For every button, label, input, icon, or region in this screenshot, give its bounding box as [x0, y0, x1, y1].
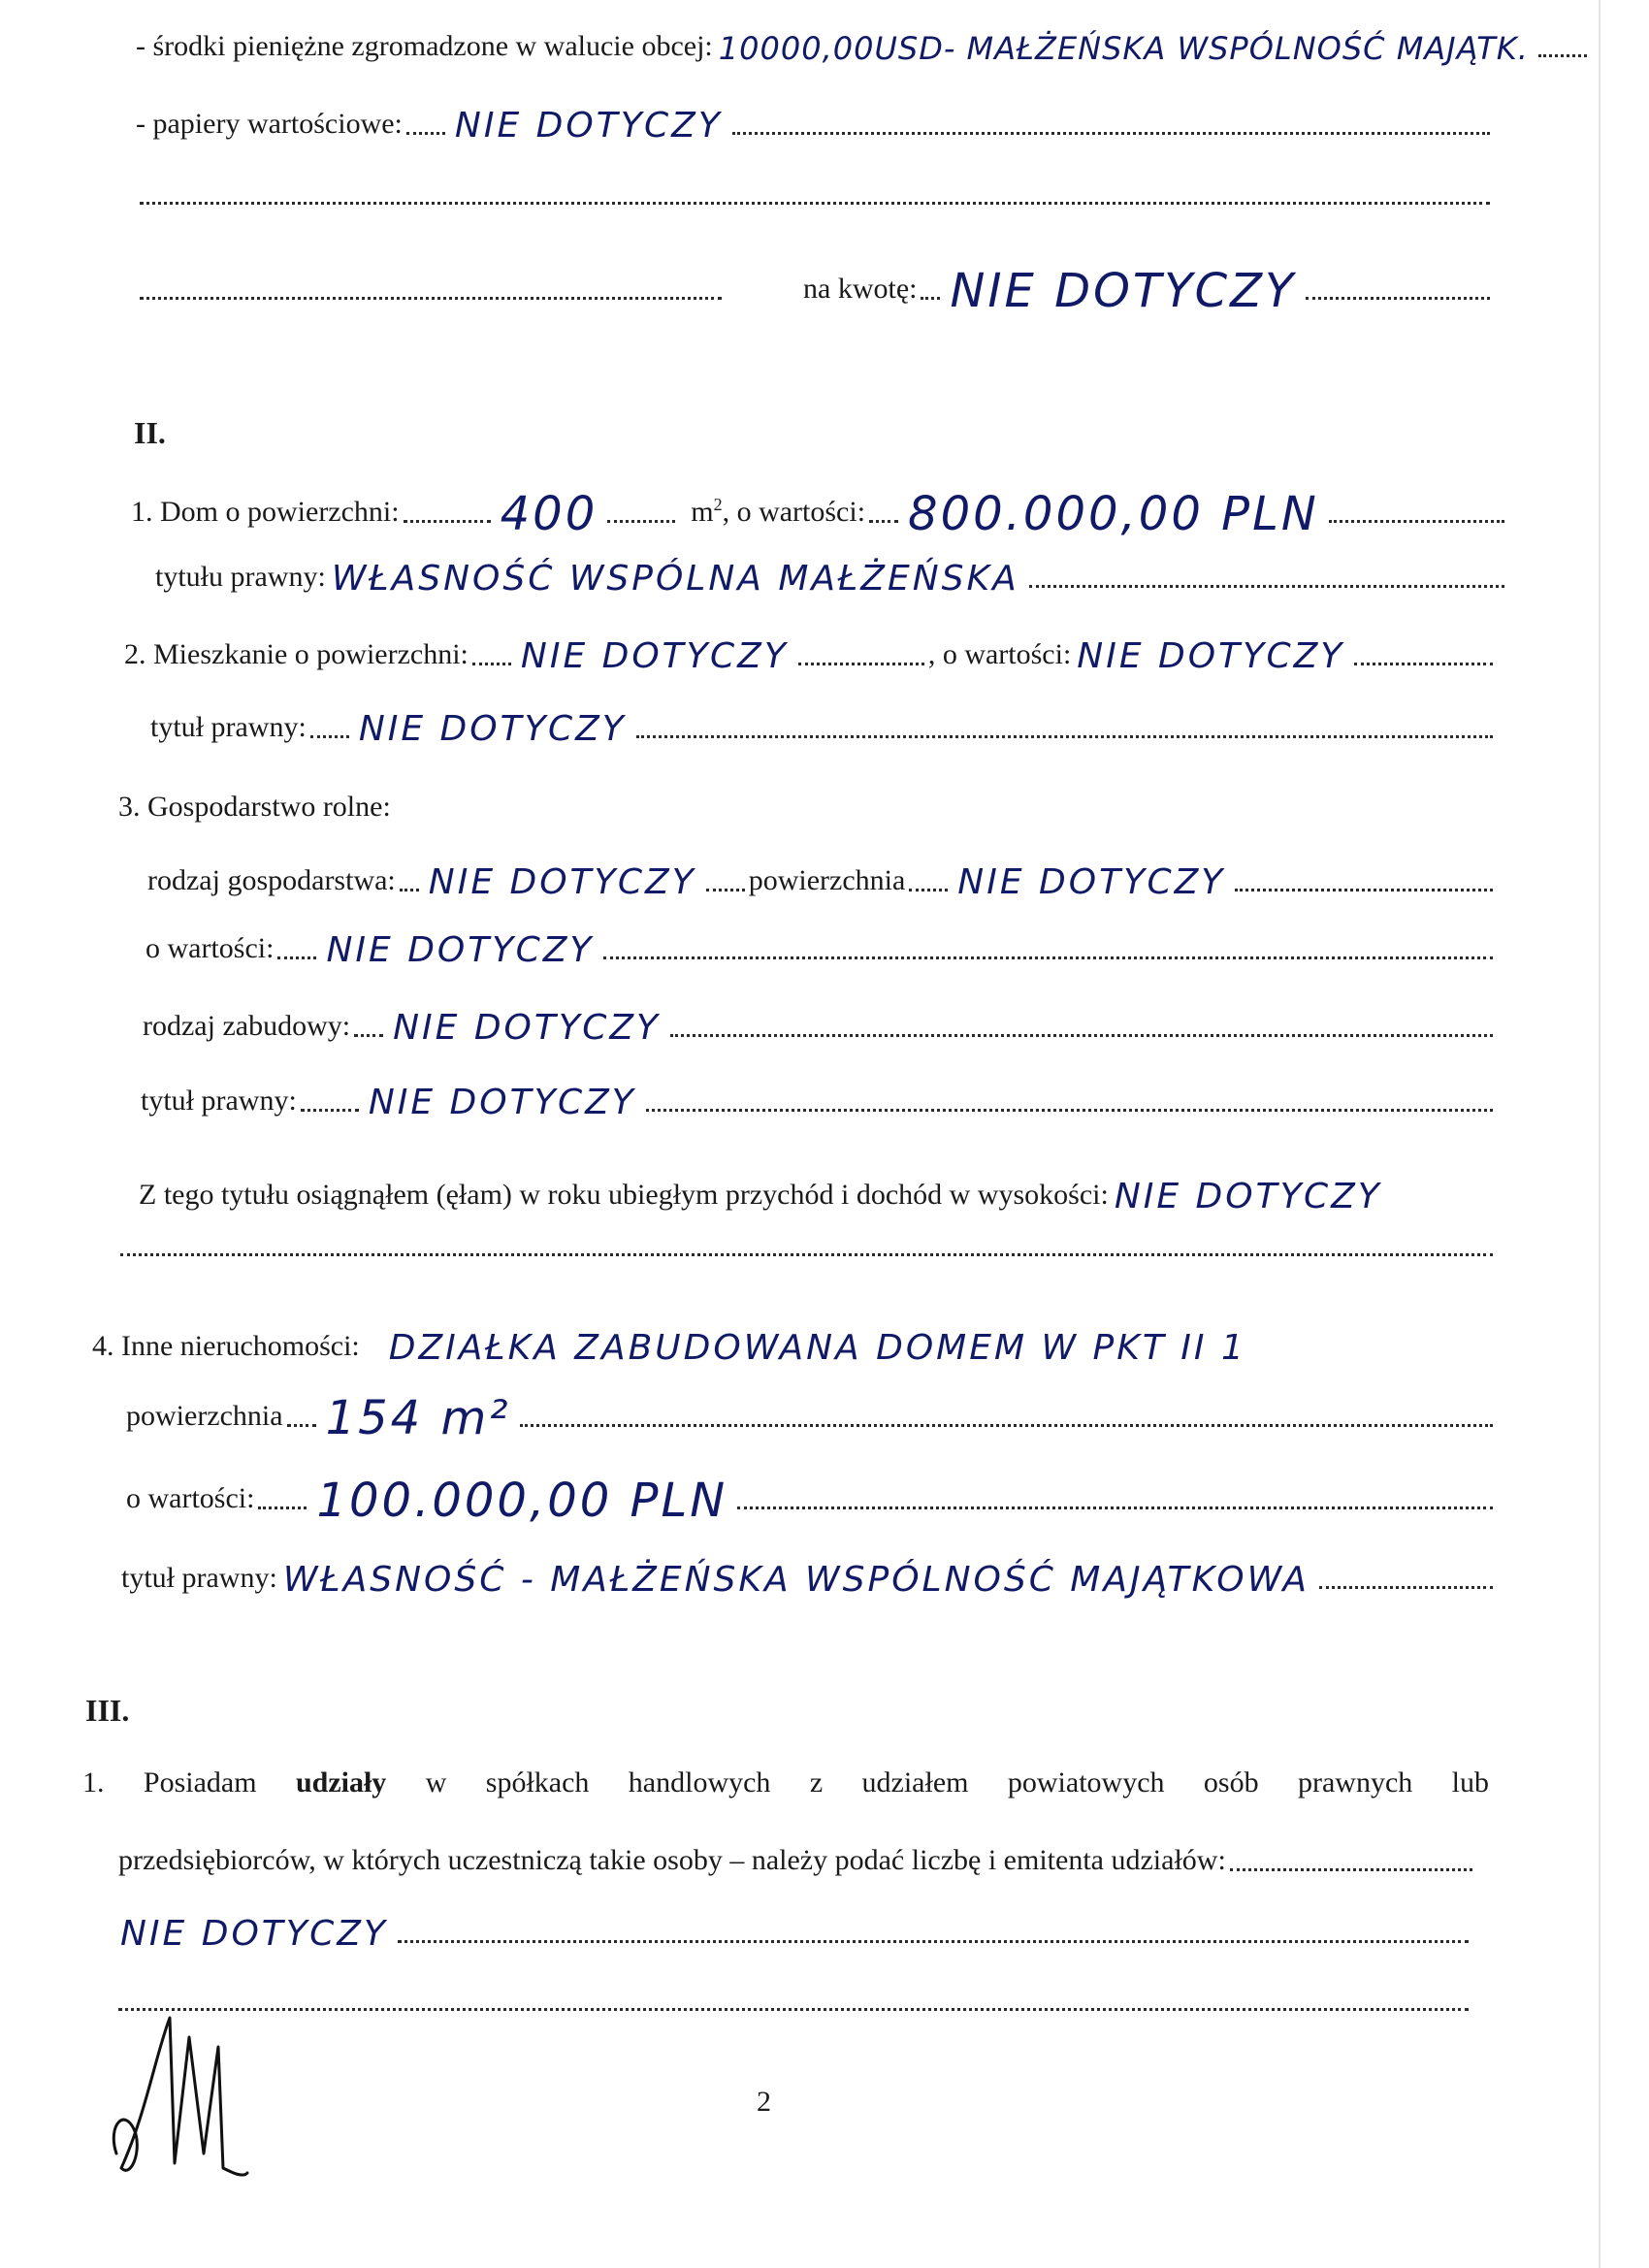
kwota-row [136, 264, 1494, 318]
dotted-line [406, 122, 445, 135]
dotted-line [1319, 1576, 1493, 1589]
dotted-line [1354, 653, 1493, 665]
dotted-line [1538, 45, 1587, 57]
udzialy-line2-text: przedsiębiorców, w których uczestniczą takie osoby – należy podać liczbę i emitenta udziałów: [118, 1844, 1226, 1876]
gosp-wartosc-label: o wartości: [146, 932, 275, 964]
gosp-dochod-cont [116, 1244, 1497, 1265]
gosp-tytul-label: tytuł prawny: [141, 1085, 297, 1117]
dotted-line [1029, 575, 1504, 588]
mieszkanie-row [124, 635, 1497, 674]
dotted-line [1329, 510, 1504, 523]
dotted-line [1235, 879, 1493, 891]
blank-row [114, 1998, 1472, 2020]
blank-row [136, 192, 1494, 213]
inne-tytul-row [121, 1559, 1497, 1598]
dom-value-label: , o wartości: [722, 496, 866, 528]
dotted-line [400, 879, 419, 891]
dom-unit [691, 485, 722, 532]
inne-value: DZIAŁKA ZABUDOWANA DOMEM W PKT II 1 [388, 1328, 1246, 1368]
gosp-pow-label: powierzchnia [748, 864, 906, 896]
mieszkanie-title-row [150, 708, 1497, 747]
dotted-line [277, 947, 316, 959]
dotted-line [1230, 1859, 1472, 1871]
gospodarstwo-label: 3. Gospodarstwo rolne: [118, 791, 391, 823]
dom-row [131, 485, 1508, 541]
dotted-line [354, 1024, 383, 1037]
gosp-dochod-row [139, 1176, 1497, 1215]
dotted-line [706, 879, 745, 891]
inne-label: 4. Inne nieruchomości: [92, 1330, 360, 1362]
dotted-line [1306, 287, 1490, 300]
dotted-line [310, 726, 349, 738]
dotted-line [118, 1998, 1469, 2011]
dotted-line [520, 1414, 1493, 1427]
inne-pow: 154 m² [325, 1391, 511, 1445]
dom-unit-sup: 2 [713, 495, 723, 514]
srodki-label: - środki pieniężne zgromadzone w walucie obcej: [136, 30, 713, 62]
mieszkanie-title-label: tytuł prawny: [150, 711, 307, 743]
dotted-line [636, 726, 1493, 738]
inne-pow-row [126, 1391, 1497, 1445]
gosp-rodzaj: NIE DOTYCZY [428, 862, 696, 902]
dotted-line [404, 510, 491, 523]
dom-title-row [155, 558, 1508, 597]
dotted-line [670, 1024, 1493, 1037]
dotted-line [258, 1497, 307, 1509]
dotted-line [287, 1414, 316, 1427]
dotted-line [921, 287, 940, 300]
udzialy-line2 [118, 1841, 1476, 1880]
inne-wartosc-row [126, 1474, 1497, 1528]
mieszkanie-value-label: , o wartości: [927, 638, 1072, 670]
udzialy-value: NIE DOTYCZY [120, 1914, 388, 1954]
gosp-wartosc: NIE DOTYCZY [326, 930, 595, 970]
inne-row [92, 1327, 1497, 1366]
dotted-line [120, 1244, 1493, 1256]
udzialy-bold: udziały [295, 1766, 387, 1798]
signature-initials [97, 1998, 272, 2183]
dom-title: WŁASNOŚĆ WSPÓLNA MAŁŻEŃSKA [331, 559, 1019, 599]
dotted-line [732, 122, 1490, 135]
gosp-dochod: NIE DOTYCZY [1114, 1177, 1382, 1216]
mieszkanie-value: NIE DOTYCZY [1077, 636, 1345, 676]
dotted-line [603, 947, 1493, 959]
inne-wartosc-label: o wartości: [126, 1482, 255, 1514]
dotted-line [909, 879, 948, 891]
dom-area: 400 [500, 487, 598, 541]
gosp-zabud-label: rodzaj zabudowy: [143, 1010, 351, 1042]
gosp-zabud-row [143, 1007, 1497, 1046]
dotted-line [737, 1497, 1493, 1509]
dotted-line [798, 653, 924, 665]
dotted-line [398, 1930, 1469, 1943]
dom-unit-m: m [691, 496, 714, 528]
dotted-line [140, 287, 722, 300]
dom-value: 800.000,00 PLN [908, 487, 1319, 541]
inne-tytul: WŁASNOŚĆ - MAŁŻEŃSKA WSPÓLNOŚĆ MAJĄTKOWA [282, 1560, 1310, 1600]
srodki-row [136, 27, 1591, 66]
gosp-zabud: NIE DOTYCZY [393, 1008, 662, 1048]
kwota-value: NIE DOTYCZY [950, 264, 1297, 318]
gosp-tytul-row [141, 1082, 1497, 1120]
gosp-tytul: NIE DOTYCZY [368, 1083, 636, 1122]
mieszkanie-label: 2. Mieszkanie o powierzchni: [124, 638, 469, 670]
gosp-rodzaj-row [147, 861, 1497, 900]
scan-edge [1599, 0, 1600, 2268]
dotted-line [646, 1099, 1493, 1112]
dom-label: 1. Dom o powierzchni: [131, 496, 400, 528]
inne-tytul-label: tytuł prawny: [121, 1562, 277, 1594]
dotted-line [140, 192, 1490, 205]
udzialy-rest: w spółkach handlowych z udziałem powiatowych osób prawnych lub [386, 1766, 1489, 1798]
srodki-value: 10000,00USD- MAŁŻEŃSKA WSPÓLNOŚĆ MAJĄTK. [718, 30, 1529, 67]
page-number: 2 [757, 2086, 771, 2118]
udzialy-line1 [82, 1764, 1489, 1802]
udzialy-prefix: 1. Posiadam [82, 1766, 296, 1798]
papiery-row [136, 105, 1494, 144]
gosp-rodzaj-label: rodzaj gospodarstwa: [147, 864, 396, 896]
section-heading-ii: II. [134, 415, 166, 450]
gosp-pow: NIE DOTYCZY [957, 862, 1226, 902]
section-heading-iii: III. [85, 1693, 130, 1728]
dom-title-label: tytułu prawny: [155, 561, 326, 593]
udzialy-value-row [114, 1913, 1472, 1952]
inne-wartosc: 100.000,00 PLN [316, 1474, 728, 1528]
dotted-line [472, 653, 511, 665]
kwota-label: na kwotę: [803, 273, 918, 305]
gosp-dochod-label: Z tego tytułu osiągnąłem (ęłam) w roku ubiegłym przychód i dochód w wysokości: [139, 1179, 1109, 1211]
papiery-label: - papiery wartościowe: [136, 108, 403, 140]
inne-pow-label: powierzchnia [126, 1400, 283, 1432]
dotted-line [869, 510, 898, 523]
mieszkanie-area: NIE DOTYCZY [520, 636, 789, 676]
mieszkanie-title: NIE DOTYCZY [358, 709, 627, 749]
gosp-wartosc-row [146, 929, 1497, 968]
papiery-value: NIE DOTYCZY [454, 106, 723, 146]
dotted-line [607, 510, 675, 523]
dotted-line [301, 1099, 359, 1112]
